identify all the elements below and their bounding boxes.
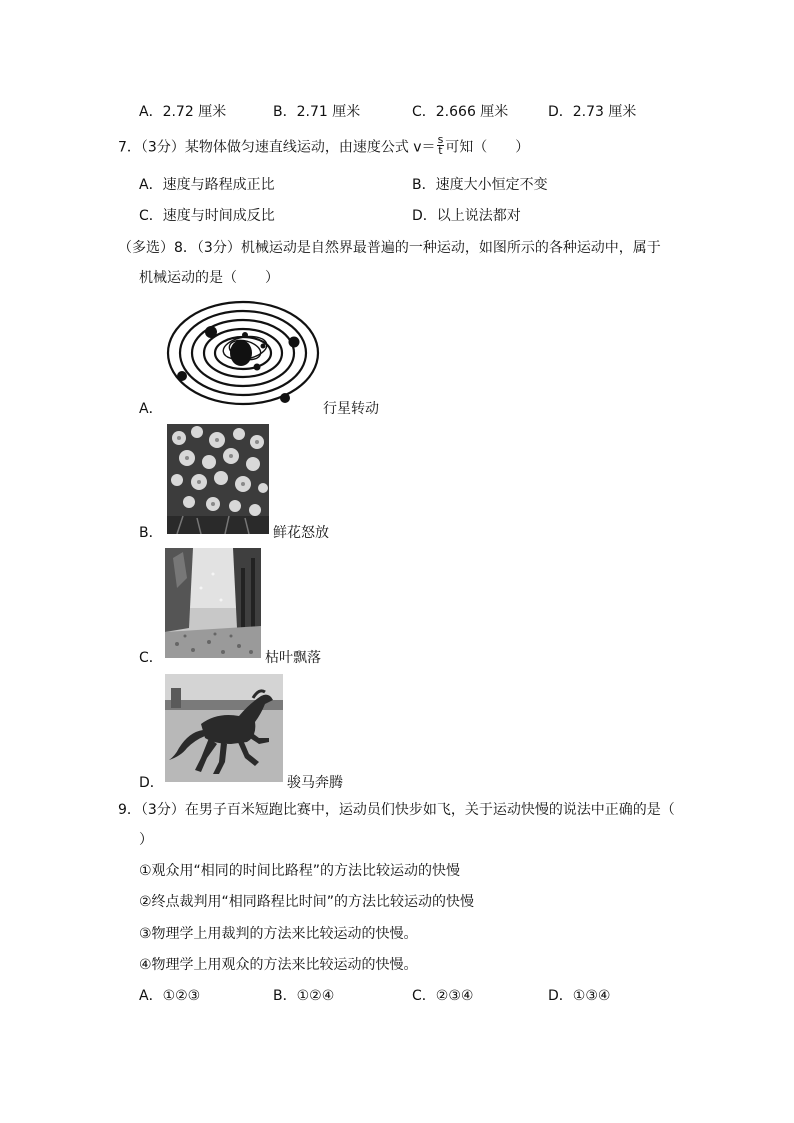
q7-option-d: D．以上说法都对: [412, 208, 521, 224]
formula-denominator: t: [438, 144, 443, 157]
q9-option-a: A．①②③: [139, 988, 201, 1004]
q7-option-b: B．速度大小恒定不变: [412, 177, 548, 193]
q6-option-a: A．2.72 厘米: [139, 104, 227, 120]
q9-option-d: D．①③④: [548, 988, 611, 1004]
q8-stem-line2: 机械运动的是（ ）: [139, 270, 279, 286]
q8-option-a-caption: 行星转动: [323, 401, 379, 417]
q9-stem-line1: 9．（3分）在男子百米短跑比赛中，运动员们快步如飞，关于运动快慢的说法中正确的是（: [118, 802, 675, 818]
falling-leaves-photo: [165, 548, 261, 658]
q8-option-c-letter: C．: [139, 650, 163, 666]
planet-icon: [177, 371, 187, 381]
q9-stem-line2: ）: [139, 832, 153, 848]
q8-option-d-letter: D．: [139, 775, 164, 791]
q7-option-a: A．速度与路程成正比: [139, 177, 275, 193]
planet-icon: [280, 393, 290, 403]
q6-option-d: D．2.73 厘米: [548, 104, 637, 120]
q9-statement-4: ④物理学上用观众的方法来比较运动的快慢。: [139, 957, 418, 973]
q8-option-a-letter: A．: [139, 401, 163, 417]
q9-option-c: C．②③④: [412, 988, 474, 1004]
q7-stem: [118, 133, 530, 158]
planet-icon: [254, 364, 261, 371]
q8-option-b-letter: B．: [139, 525, 163, 541]
sun-icon: [230, 340, 252, 366]
q9-statement-2: ②终点裁判用“相同路程比时间”的方法比较运动的快慢: [139, 894, 475, 910]
flowers-photo: [167, 424, 269, 534]
q8-option-d-caption: 骏马奔腾: [287, 775, 343, 791]
planet-icon: [242, 332, 248, 338]
formula-numerator: s: [437, 133, 444, 146]
planet-icon: [289, 337, 300, 348]
q9-statement-1: ①观众用“相同的时间比路程”的方法比较运动的快慢: [139, 863, 461, 879]
q7-stem-before: 7．（3分）某物体做匀速直线运动，由速度公式 v＝: [118, 139, 436, 156]
planet-icon: [261, 344, 266, 349]
q8-option-c-caption: 枯叶飘落: [265, 650, 321, 666]
planet-icon: [205, 326, 217, 338]
q6-option-c: C．2.666 厘米: [412, 104, 509, 120]
q6-option-b: B．2.71 厘米: [273, 104, 361, 120]
q9-option-b: B．①②④: [273, 988, 335, 1004]
planets-orbit-diagram: [165, 300, 321, 412]
velocity-formula: [437, 135, 445, 156]
galloping-horse-photo: [165, 674, 283, 782]
q8-option-b-caption: 鲜花怒放: [273, 525, 329, 541]
q8-stem-line1: （多选）8．（3分）机械运动是自然界最普遍的一种运动，如图所示的各种运动中，属于: [118, 240, 661, 256]
q7-stem-after: 可知（ ）: [445, 139, 530, 156]
q9-statement-3: ③物理学上用裁判的方法来比较运动的快慢。: [139, 926, 418, 942]
q7-option-c: C．速度与时间成反比: [139, 208, 275, 224]
